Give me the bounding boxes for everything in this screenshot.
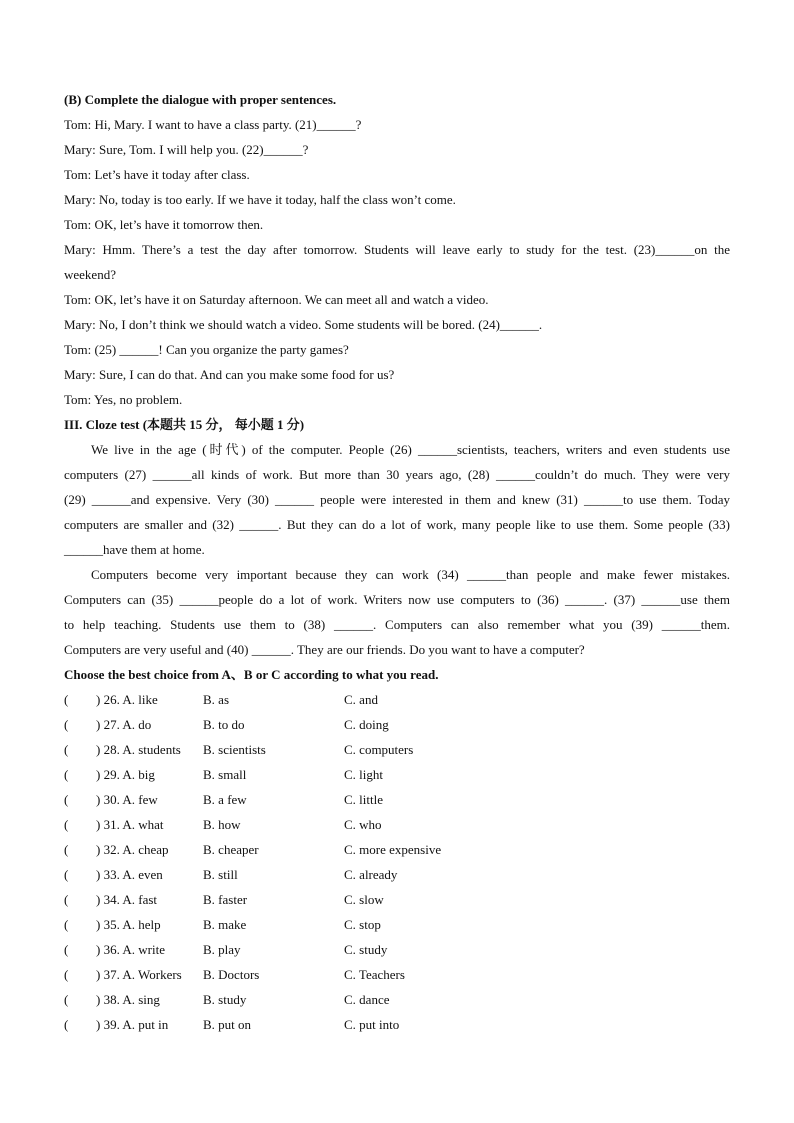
answer-bracket: (	[64, 917, 69, 932]
dialogue-line: Tom: Hi, Mary. I want to have a class party. (21)______?	[64, 117, 362, 132]
answer-bracket: (	[64, 992, 69, 1007]
answer-bracket: (	[64, 967, 69, 982]
option-c: C. dance	[344, 992, 390, 1007]
dialogue-line: Tom: Let’s have it today after class.	[64, 167, 250, 182]
dialogue-line: Mary: Hmm. There’s a test the day after tomorrow. Students will leave early to study for the test. (23)______on the	[64, 242, 730, 257]
choice-row	[64, 837, 730, 862]
option-a: ) 39. A. put in	[96, 1017, 169, 1032]
option-a: ) 37. A. Workers	[96, 967, 182, 982]
option-c: C. and	[344, 692, 378, 707]
answer-bracket: (	[64, 792, 69, 807]
choice-instruction: Choose the best choice from A、B or C according to what you read.	[64, 667, 439, 682]
paragraph-line: ______have them at home.	[64, 542, 205, 557]
option-c: C. who	[344, 817, 382, 832]
option-c: C. slow	[344, 892, 384, 907]
answer-bracket: (	[64, 717, 69, 732]
dialogue-line: Mary: Sure, Tom. I will help you. (22)______?	[64, 142, 309, 157]
option-c: C. doing	[344, 717, 389, 732]
option-b: B. study	[203, 992, 247, 1007]
option-b: B. as	[203, 692, 229, 707]
choice-row	[64, 787, 730, 812]
option-b: B. still	[203, 867, 238, 882]
answer-bracket: (	[64, 867, 69, 882]
dialogue-line: Tom: Yes, no problem.	[64, 392, 183, 407]
option-a: ) 34. A. fast	[96, 892, 158, 907]
option-b: B. how	[203, 817, 241, 832]
option-a: ) 30. A. few	[96, 792, 158, 807]
option-a: ) 35. A. help	[96, 917, 161, 932]
choice-row	[64, 887, 730, 912]
option-c: C. little	[344, 792, 383, 807]
option-b: B. cheaper	[203, 842, 259, 857]
option-b: B. scientists	[203, 742, 266, 757]
paragraph-line: Computers become very important because they can work (34) ______than people and make fewer mistakes.	[91, 567, 730, 582]
choice-row	[64, 962, 730, 987]
option-c: C. more expensive	[344, 842, 442, 857]
dialogue-line: Mary: No, I don’t think we should watch a video. Some students will be bored. (24)______.	[64, 317, 543, 332]
choice-row	[64, 1012, 730, 1037]
answer-bracket: (	[64, 742, 69, 757]
option-c: C. light	[344, 767, 384, 782]
option-b: B. small	[203, 767, 247, 782]
option-b: B. a few	[203, 792, 247, 807]
choice-row	[64, 912, 730, 937]
option-a: ) 36. A. write	[96, 942, 165, 957]
option-a: ) 27. A. do	[96, 717, 152, 732]
choice-row	[64, 862, 730, 887]
answer-bracket: (	[64, 817, 69, 832]
option-b: B. Doctors	[203, 967, 260, 982]
choice-row	[64, 937, 730, 962]
option-b: B. make	[203, 917, 247, 932]
option-a: ) 31. A. what	[96, 817, 164, 832]
dialogue-line: Mary: No, today is too early. If we have it today, half the class won’t come.	[64, 192, 456, 207]
answer-bracket: (	[64, 767, 69, 782]
part-iii-heading: III. Cloze test (本题共 15 分， 每小题 1 分)	[64, 417, 305, 432]
answer-bracket: (	[64, 942, 69, 957]
choice-row	[64, 737, 730, 762]
answer-bracket: (	[64, 842, 69, 857]
dialogue-line: Tom: OK, let’s have it on Saturday afternoon. We can meet all and watch a video.	[64, 292, 489, 307]
option-a: ) 32. A. cheap	[96, 842, 169, 857]
option-a: ) 29. A. big	[96, 767, 155, 782]
option-c: C. study	[344, 942, 388, 957]
paragraph-line: computers are smaller and (32) ______. But they can do a lot of work, many people like to use them. Some people (33)	[64, 517, 730, 532]
option-c: C. Teachers	[344, 967, 405, 982]
dialogue-line: Mary: Sure, I can do that. And can you make some food for us?	[64, 367, 395, 382]
paragraph-line: computers (27) ______all kinds of work. But more than 30 years ago, (28) ______couldn’t do much. They were very	[64, 467, 730, 482]
dialogue-line: Tom: OK, let’s have it tomorrow then.	[64, 217, 264, 232]
option-b: B. to do	[203, 717, 245, 732]
paragraph-line: We live in the age (时代) of the computer. People (26) ______scientists, teachers, writers and even students use	[91, 442, 730, 457]
option-c: C. computers	[344, 742, 414, 757]
cloze-paragraph-2	[64, 562, 730, 662]
choice-row	[64, 762, 730, 787]
paragraph-line: Computers are very useful and (40) ______. They are our friends. Do you want to have a computer?	[64, 642, 585, 657]
answer-bracket: (	[64, 892, 69, 907]
paragraph-line: (29) ______and expensive. Very (30) ______ people were interested in them and knew (31) ______to use them. Today	[64, 492, 730, 507]
option-a: ) 38. A. sing	[96, 992, 160, 1007]
option-a: ) 28. A. students	[96, 742, 181, 757]
choice-row	[64, 712, 730, 737]
cloze-paragraph-1	[64, 437, 730, 562]
option-a: ) 26. A. like	[96, 692, 158, 707]
paragraph-line: Computers can (35) ______people do a lot of work. Writers now use computers to (36) ______. (37) ______use them	[64, 592, 730, 607]
option-b: B. faster	[203, 892, 248, 907]
choice-list	[64, 687, 730, 1037]
option-b: B. play	[203, 942, 241, 957]
paragraph-line: to help teaching. Students use them to (38) ______. Computers can also remember what you (39) ______them.	[64, 617, 730, 632]
option-b: B. put on	[203, 1017, 252, 1032]
choice-row	[64, 812, 730, 837]
answer-bracket: (	[64, 692, 69, 707]
answer-bracket: (	[64, 1017, 69, 1032]
option-c: C. already	[344, 867, 398, 882]
dialogue-line-continued: weekend?	[64, 267, 116, 282]
option-c: C. stop	[344, 917, 381, 932]
option-c: C. put into	[344, 1017, 400, 1032]
worksheet-page	[64, 87, 730, 1037]
option-a: ) 33. A. even	[96, 867, 163, 882]
dialogue-line: Tom: (25) ______! Can you organize the party games?	[64, 342, 349, 357]
choice-row	[64, 687, 730, 712]
choice-row	[64, 987, 730, 1012]
part-b-heading: (B) Complete the dialogue with proper sentences.	[64, 92, 337, 107]
